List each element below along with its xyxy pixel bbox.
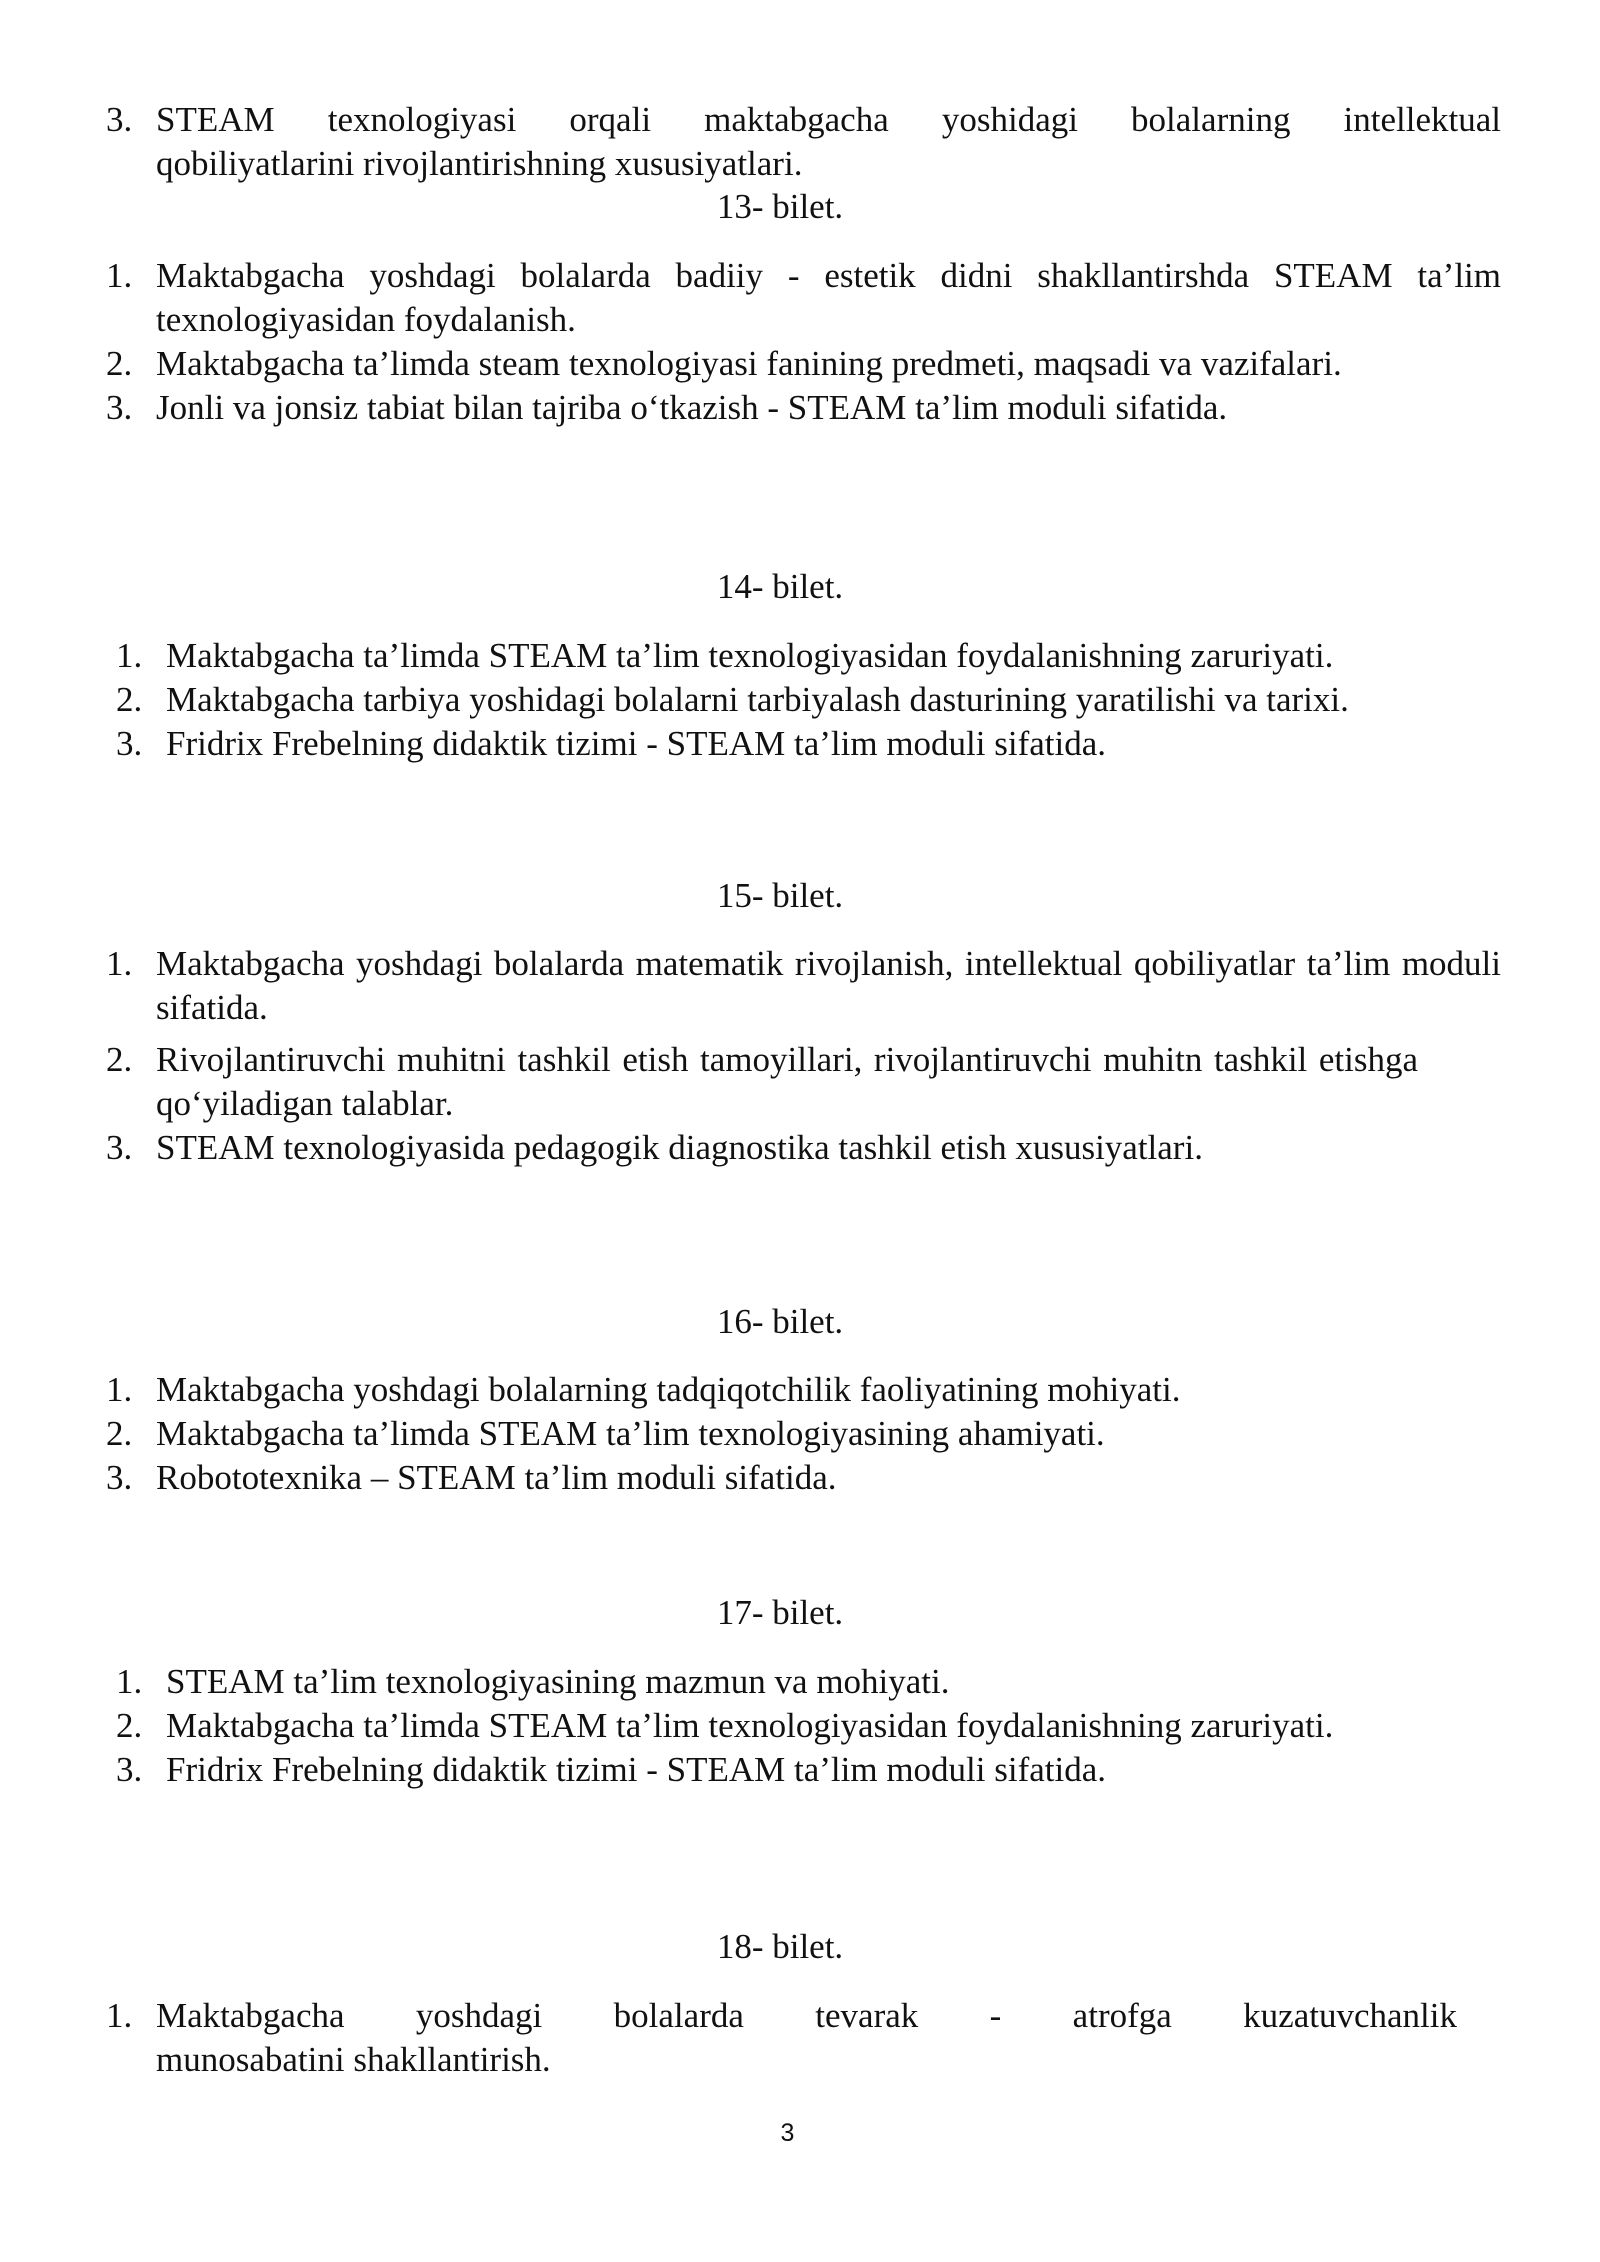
question-item xyxy=(116,1660,1466,1704)
question-item xyxy=(106,1412,1501,1456)
question-number: 2. xyxy=(116,680,143,719)
question-item xyxy=(116,678,1466,722)
question-item xyxy=(106,342,1501,386)
ticket-15 xyxy=(0,874,1600,918)
question-list xyxy=(0,942,1600,1170)
ticket-13-questions xyxy=(0,254,1600,430)
ticket-title: 18- bilet. xyxy=(716,1927,844,1966)
question-text-line: qobiliyatlarini rivojlantirishning xususiyatlari. xyxy=(156,144,803,183)
question-list xyxy=(0,1660,1600,1792)
question-text: Fridrix Frebelning didaktik tizimi - STEAM ta’lim moduli sifatida. xyxy=(166,724,1107,763)
ticket-18-questions xyxy=(0,1994,1600,2082)
question-item xyxy=(106,1368,1501,1412)
question-text: Maktabgacha yoshdagi bolalarda badiiy - estetik didni shakllantirshda STEAM ta’lim texnologiyasidan foydalanish. xyxy=(156,256,1501,339)
question-number: 1. xyxy=(116,636,143,675)
ticket-14 xyxy=(0,565,1600,609)
question-list xyxy=(0,1994,1600,2082)
question-item xyxy=(106,98,1501,186)
ticket-17 xyxy=(0,1591,1600,1635)
ticket-title: 14- bilet. xyxy=(716,567,844,606)
question-number: 3. xyxy=(116,1750,143,1789)
question-text: Maktabgacha tarbiya yoshidagi bolalarni tarbiyalash dasturining yaratilishi va tarixi. xyxy=(166,680,1349,719)
question-text: Jonli va jonsiz tabiat bilan tajriba o‘tkazish - STEAM ta’lim moduli sifatida. xyxy=(156,388,1228,427)
question-item xyxy=(116,1748,1466,1792)
ticket-title: 16- bilet. xyxy=(716,1302,844,1341)
question-text: STEAM ta’lim texnologiyasining mazmun va mohiyati. xyxy=(166,1662,950,1701)
ticket-14-questions xyxy=(0,634,1600,766)
question-text: Maktabgacha yoshdagi bolalarda matematik rivojlanish, intellektual qobiliyatlar ta’lim moduli sifatida. xyxy=(156,944,1501,1027)
question-number: 2. xyxy=(106,1040,133,1079)
question-item xyxy=(106,254,1501,342)
question-number: 1. xyxy=(106,944,133,983)
question-text: Maktabgacha ta’limda STEAM ta’lim texnologiyasining ahamiyati. xyxy=(156,1414,1105,1453)
question-item xyxy=(116,634,1466,678)
question-item xyxy=(106,942,1501,1030)
question-number: 3. xyxy=(116,724,143,763)
question-number: 2. xyxy=(106,1414,133,1453)
ticket-title: 15- bilet. xyxy=(716,876,844,915)
question-text-line: STEAM texnologiyasi orqali maktabgacha yoshidagi bolalarning intellektual xyxy=(156,100,1501,139)
question-text: Maktabgacha ta’limda steam texnologiyasi fanining predmeti, maqsadi va vazifalari. xyxy=(156,344,1342,383)
question-list xyxy=(0,254,1600,430)
question-text-line: Maktabgacha yoshdagi bolalarda tevarak - atrofga kuzatuvchanlik xyxy=(156,1996,1457,2035)
question-number: 3. xyxy=(106,1458,133,1497)
question-item xyxy=(106,1126,1501,1170)
question-item xyxy=(106,386,1501,430)
ticket-16 xyxy=(0,1300,1600,1344)
question-text-line: munosabatini shakllantirish. xyxy=(156,2040,551,2079)
question-list xyxy=(0,634,1600,766)
ticket-17-questions xyxy=(0,1660,1600,1792)
question-text: Fridrix Frebelning didaktik tizimi - STEAM ta’lim moduli sifatida. xyxy=(166,1750,1107,1789)
question-item xyxy=(116,1704,1466,1748)
question-number: 2. xyxy=(116,1706,143,1745)
question-text: Maktabgacha yoshdagi bolalarning tadqiqotchilik faoliyatining mohiyati. xyxy=(156,1370,1181,1409)
previous-ticket-continuation xyxy=(0,98,1600,186)
ticket-title: 17- bilet. xyxy=(716,1593,844,1632)
question-text: Robototexnika – STEAM ta’lim moduli sifatida. xyxy=(156,1458,837,1497)
question-text: STEAM texnologiyasida pedagogik diagnostika tashkil etish xususiyatlari. xyxy=(156,1128,1203,1167)
question-item xyxy=(106,1038,1418,1126)
question-item xyxy=(116,722,1466,766)
ticket-16-questions xyxy=(0,1368,1600,1500)
question-list xyxy=(0,1368,1600,1500)
question-number: 3. xyxy=(106,1128,133,1167)
question-text: Maktabgacha ta’limda STEAM ta’lim texnologiyasidan foydalanishning zaruriyati. xyxy=(166,1706,1334,1745)
ticket-13 xyxy=(0,185,1600,229)
question-number: 1. xyxy=(116,1662,143,1701)
ticket-15-questions xyxy=(0,942,1600,1170)
ticket-18 xyxy=(0,1925,1600,1969)
question-number: 1. xyxy=(106,1996,133,2035)
question-number: 3. xyxy=(106,388,133,427)
question-item xyxy=(106,1994,1457,2082)
page-number: 3 xyxy=(780,2119,795,2147)
question-number: 3. xyxy=(106,100,133,139)
question-item xyxy=(106,1456,1501,1500)
question-text: Maktabgacha ta’limda STEAM ta’lim texnologiyasidan foydalanishning zaruriyati. xyxy=(166,636,1334,675)
question-number: 2. xyxy=(106,344,133,383)
question-text: Rivojlantiruvchi muhitni tashkil etish tamoyillari, rivojlantiruvchi muhitn tashkil etishga qo‘yiladigan talablar. xyxy=(156,1040,1418,1123)
question-number: 1. xyxy=(106,256,133,295)
question-list xyxy=(0,98,1600,186)
ticket-title: 13- bilet. xyxy=(716,187,844,226)
question-number: 1. xyxy=(106,1370,133,1409)
